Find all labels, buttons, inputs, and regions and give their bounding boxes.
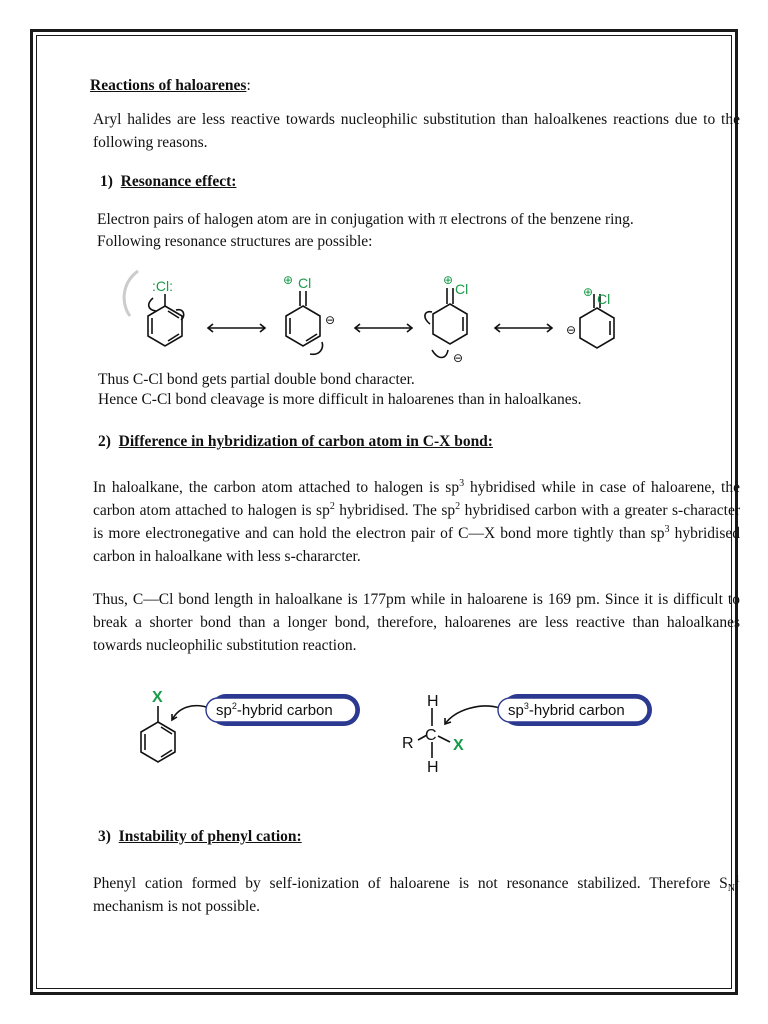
section1-line1: Electron pairs of halogen atom are in conjugation with π electrons of the benzene ring.	[97, 211, 634, 228]
section1-line2: Following resonance structures are possible:	[97, 233, 373, 250]
minus-charge-4: ⊖	[566, 323, 577, 337]
x-label-alkyl: X	[453, 737, 464, 754]
cl-label-2: Cl	[298, 275, 312, 291]
section3-heading: 3) Instability of phenyl cation:	[98, 828, 302, 845]
minus-charge-2: ⊖	[325, 313, 336, 327]
sp3-banner	[498, 694, 652, 726]
page-heading: Reactions of haloarenes:	[90, 77, 251, 94]
minus-charge-3: ⊖	[453, 351, 464, 365]
cl-label-4: Cl	[597, 291, 611, 307]
cl-label-1: :Cl:	[152, 278, 173, 294]
section2-heading: 2) Difference in hybridization of carbon atom in C-X bond:	[98, 433, 493, 450]
section2-paragraph2: Thus, C—Cl bond length in haloalkane is 177pm while in haloarene is 169 pm. Since it is difficult to break a shorter bond than a longer bond, therefore, haloarenes are less reactive than haloalkanes towards nucleophilic substitution reaction.	[93, 591, 740, 654]
intro-paragraph: Aryl halides are less reactive towards nucleophilic substitution than haloalkenes reactions due to the following reasons.	[93, 111, 740, 151]
resonance-structures-figure	[110, 266, 650, 376]
plus-charge-4: ⊕	[583, 285, 594, 299]
section3-paragraph: Phenyl cation formed by self-ionization of haloarene is not resonance stabilized. Therefore $S_N^1$ mechanism is not possible.	[93, 874, 740, 915]
section1-heading: 1) Resonance effect:	[100, 173, 237, 190]
plus-charge-3: ⊕	[443, 273, 454, 287]
plus-charge-2: ⊕	[283, 273, 294, 287]
hybridization-figure	[120, 680, 660, 780]
h-top-label: H	[427, 693, 439, 710]
r-label: R	[402, 735, 414, 752]
section1-after1: Thus C-Cl bond gets partial double bond character.	[98, 371, 415, 388]
section1-after2: Hence C-Cl bond cleavage is more difficult in haloarenes than in haloalkanes.	[98, 391, 582, 408]
svg-text:sp3-hybrid carbon: $sp^3$-hybrid carbon	[508, 701, 625, 719]
h-bottom-label: H	[427, 759, 439, 776]
svg-text:sp2-hybrid carbon: $sp^2$-hybrid carbon	[216, 701, 333, 719]
c-center-label: C	[425, 727, 437, 744]
x-label-aryl: X	[152, 689, 163, 706]
cl-label-3: Cl	[455, 281, 469, 297]
sp2-banner	[206, 694, 360, 726]
section2-paragraph1: In haloalkane, the carbon atom attached to halogen is $sp^3$ hybridised while in case of haloarene, the carbon atom attached to halogen is $sp^2$ hybridised. The $sp^2$ hybridised carbon with a greater s-character is more electronegative and can hold the electron pair of C—X bond more tightly than $sp^3$ hybridised carbon in haloalkane with less s-chararcter.	[93, 478, 741, 565]
